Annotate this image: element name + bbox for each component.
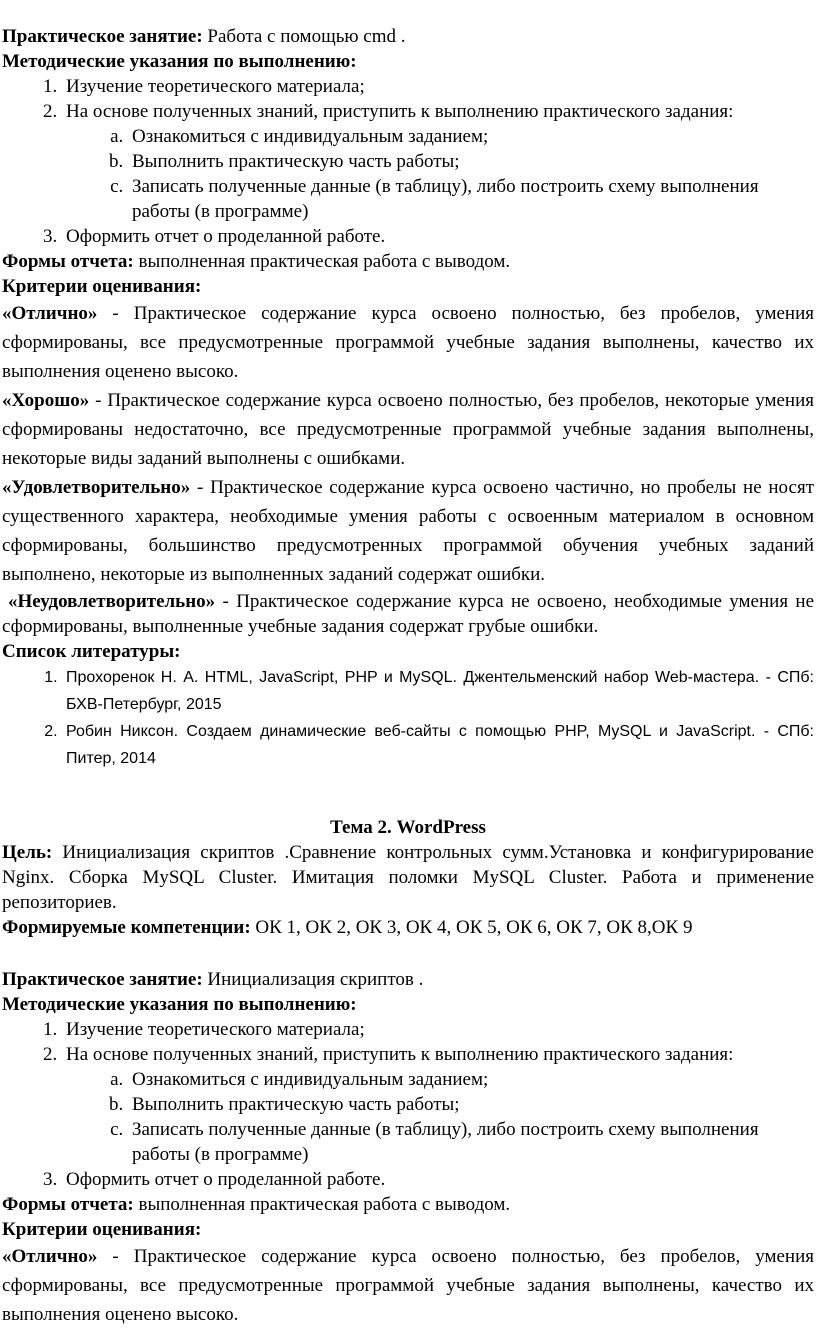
criteria-heading: Критерии оценивания:	[2, 1219, 202, 1240]
practice-text: Работа с помощью cmd .	[202, 26, 406, 47]
forms-line	[2, 249, 814, 274]
list-item: b. Выполнить практическую часть работы;	[128, 1092, 814, 1117]
practice-line	[2, 967, 814, 992]
methods-heading: Методические указания по выполнению:	[2, 51, 357, 72]
literature-item: 1. Прохоренок Н. А. HTML, JavaScript, PHP и MySQL. Джентельменский набор Web-мастера. - СПб: БХВ-Петербург, 2015	[62, 664, 814, 718]
spacer	[2, 940, 814, 967]
grade-label: «Хорошо»	[2, 390, 90, 411]
criteria-item	[2, 299, 814, 386]
sub-list	[4, 124, 814, 224]
criteria-text: - Практическое содержание курса не освоено, необходимые умения не сформированы, выполненные учебные задания содержат грубые ошибки.	[2, 591, 814, 637]
sub-list	[4, 1067, 814, 1167]
topic-title: Тема 2. WordPress	[330, 817, 486, 838]
list-item: a. Ознакомиться с индивидуальным заданием;	[128, 124, 814, 149]
forms-text: выполненная практическая работа с выводом.	[133, 251, 511, 272]
forms-label: Формы отчета:	[2, 251, 134, 272]
competencies-label: Формируемые компетенции:	[2, 917, 251, 938]
list-item: c. Записать полученные данные (в таблицу), либо построить схему выполнения работы (в программе)	[128, 174, 814, 224]
criteria-text: - Практическое содержание курса освоено частично, но пробелы не носят существенного характера, необходимые умения работы с освоенным материалом в основном сформированы, большинство предусмотренных программой обучения учебных заданий выполнено, некоторые из выполненных заданий содержат ошибки.	[2, 477, 814, 585]
list-item: a. Ознакомиться с индивидуальным заданием;	[128, 1067, 814, 1092]
literature-item: 2. Робин Никсон. Создаем динамические веб-сайты с помощью PHP, MySQL и JavaScript. - СПб: Питер, 2014	[62, 718, 814, 772]
grade-label: «Отлично»	[2, 1246, 98, 1267]
list-item: 3. Оформить отчет о проделанной работе.	[62, 224, 814, 249]
criteria-text: - Практическое содержание курса освоено полностью, без пробелов, умения сформированы, все предусмотренные программой учебные задания выполнены, качество их выполнения оценено высоко.	[2, 303, 814, 382]
grade-label: «Отлично»	[2, 303, 98, 324]
list-item: 1. Изучение теоретического материала;	[62, 74, 814, 99]
criteria-heading: Критерии оценивания:	[2, 276, 202, 297]
literature-heading: Список литературы:	[2, 641, 181, 662]
list-item: c. Записать полученные данные (в таблицу), либо построить схему выполнения работы (в программе)	[128, 1117, 814, 1167]
methods-heading: Методические указания по выполнению:	[2, 994, 357, 1015]
forms-text: выполненная практическая работа с выводом.	[133, 1194, 511, 1215]
methods-list	[2, 74, 814, 249]
criteria-item	[2, 386, 814, 473]
goal-line	[2, 840, 814, 915]
grade-label: «Удовлетворительно»	[2, 477, 191, 498]
competencies-text: ОК 1, ОК 2, ОК 3, ОК 4, ОК 5, ОК 6, ОК 7, ОК 8,ОК 9	[250, 917, 693, 938]
practice-text: Инициализация скриптов .	[202, 969, 424, 990]
literature-list	[2, 664, 814, 772]
list-item: 1. Изучение теоретического материала;	[62, 1017, 814, 1042]
list-item: 2. На основе полученных знаний, приступить к выполнению практического задания: a. Ознакомиться с индивидуальным заданием; b. Выполнить практическую часть работы; c. Записать полученные данные (в таблицу), либо построить схему выполнения работы (в программе)	[62, 1042, 814, 1167]
list-item: 2. На основе полученных знаний, приступить к выполнению практического задания: a. Ознакомиться с индивидуальным заданием; b. Выполнить практическую часть работы; c. Записать полученные данные (в таблицу), либо построить схему выполнения работы (в программе)	[62, 99, 814, 224]
spacer	[2, 772, 814, 815]
criteria-item	[2, 473, 814, 589]
practice-label: Практическое занятие:	[2, 969, 203, 990]
goal-text: Инициализация скриптов .Сравнение контрольных сумм.Установка и конфигурирование Nginx. Сборка MySQL Cluster. Имитация поломки MySQL Cluster. Работа и применение репозиториев.	[2, 842, 814, 913]
criteria-item	[2, 589, 814, 639]
forms-label: Формы отчета:	[2, 1194, 134, 1215]
practice-line	[2, 24, 814, 49]
forms-line	[2, 1192, 814, 1217]
grade-label: «Неудовлетворительно»	[8, 591, 216, 612]
criteria-text: - Практическое содержание курса освоено полностью, без пробелов, умения сформированы, все предусмотренные программой учебные задания выполнены, качество их выполнения оценено высоко.	[2, 1246, 814, 1325]
criteria-text: - Практическое содержание курса освоено полностью, без пробелов, некоторые умения сформированы недостаточно, все предусмотренные программой учебные задания выполнены, некоторые виды заданий выполнены с ошибками.	[2, 390, 814, 469]
competencies-line	[2, 915, 814, 940]
practice-label: Практическое занятие:	[2, 26, 203, 47]
list-item: 3. Оформить отчет о проделанной работе.	[62, 1167, 814, 1192]
methods-list	[2, 1017, 814, 1192]
criteria-item	[2, 1242, 814, 1329]
goal-label: Цель:	[2, 842, 53, 863]
list-item: b. Выполнить практическую часть работы;	[128, 149, 814, 174]
